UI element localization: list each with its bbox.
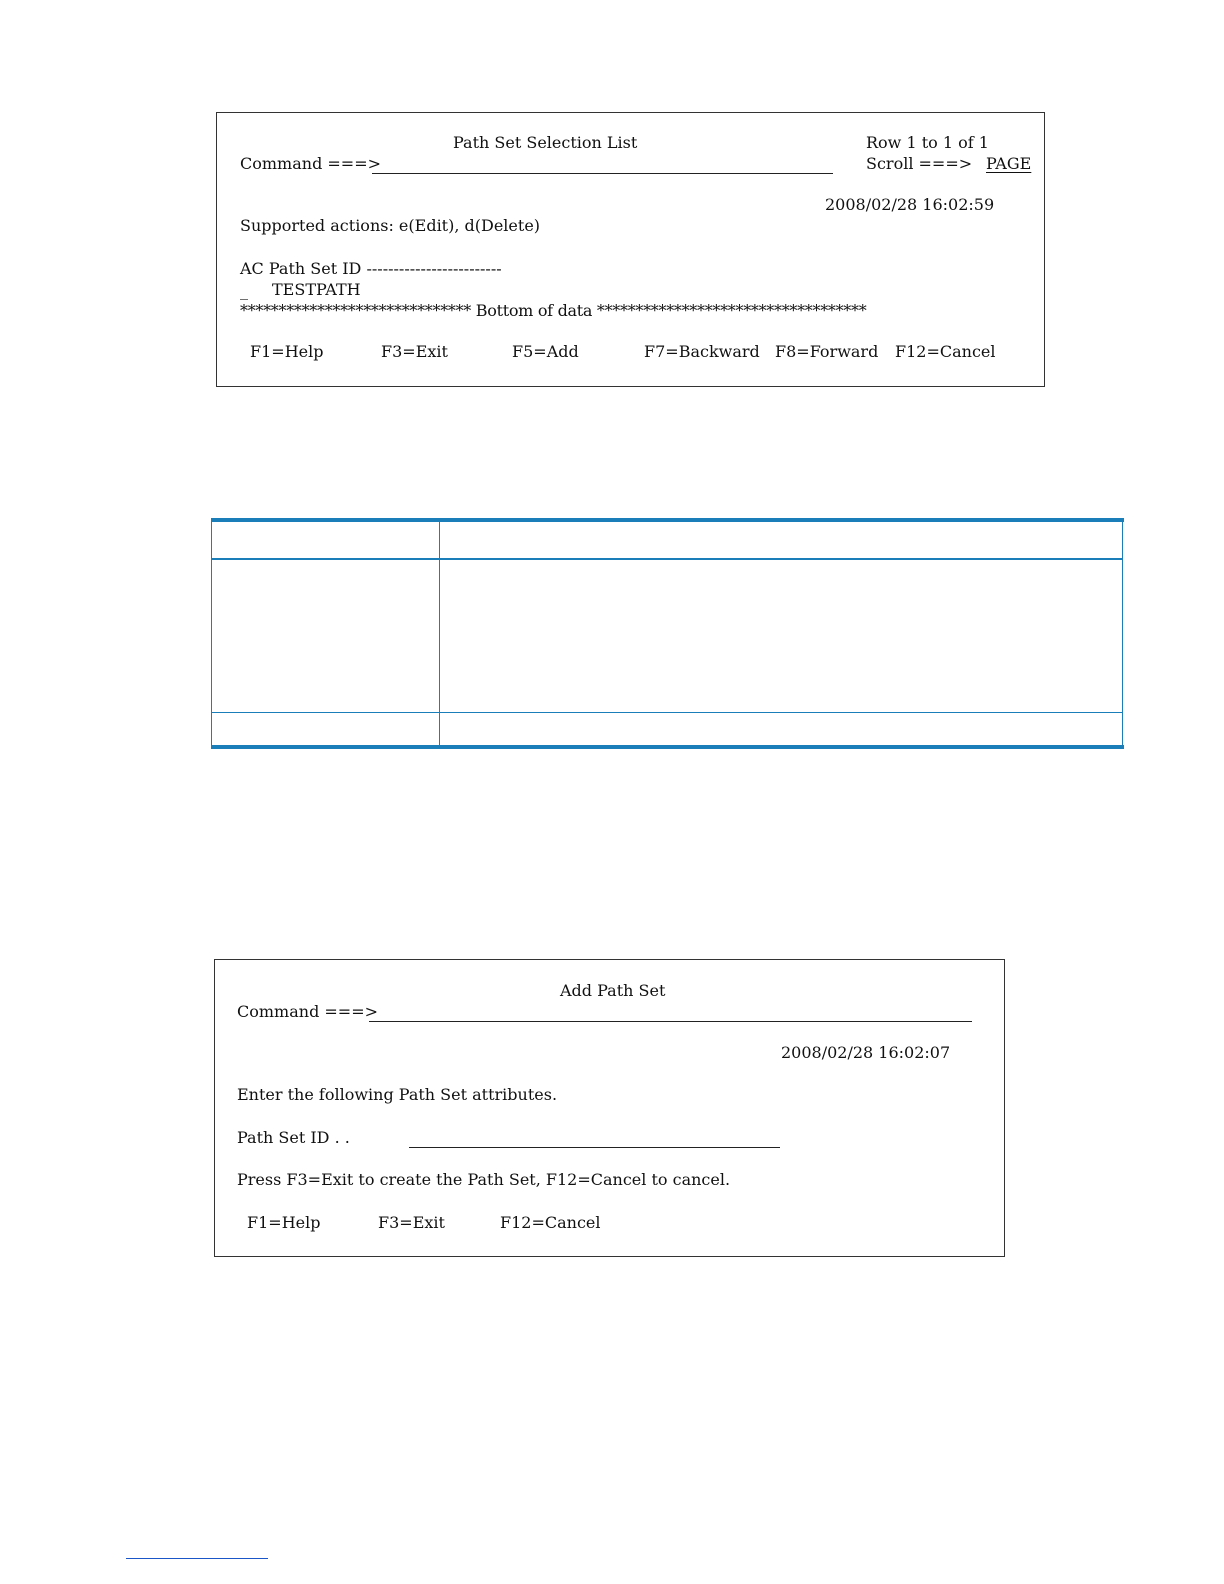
fkey-f3-exit[interactable]: F3=Exit xyxy=(378,1213,445,1232)
path-set-selection-list-panel xyxy=(216,112,1045,387)
add-path-set-panel xyxy=(214,959,1005,1257)
panel-title: Add Path Set xyxy=(560,981,666,1000)
bottom-of-data-marker: ****************************** Bottom of data *********************************** xyxy=(240,301,867,320)
timestamp: 2008/02/28 16:02:59 xyxy=(825,195,995,214)
fkey-f8-forward[interactable]: F8=Forward xyxy=(775,342,879,361)
command-label: Command ===> xyxy=(240,154,382,173)
supported-actions: Supported actions: e(Edit), d(Delete) xyxy=(240,216,541,235)
scroll-input[interactable]: PAGE xyxy=(986,154,1032,173)
panel-title: Path Set Selection List xyxy=(453,133,638,152)
table-row-divider xyxy=(211,712,1123,713)
description-table xyxy=(211,518,1124,749)
path-set-id-input[interactable] xyxy=(409,1126,780,1144)
press-instruction: Press F3=Exit to create the Path Set, F12=Cancel to cancel. xyxy=(237,1170,731,1189)
fkey-f12-cancel[interactable]: F12=Cancel xyxy=(895,342,996,361)
timestamp: 2008/02/28 16:02:07 xyxy=(781,1043,951,1062)
footer-link-rule xyxy=(126,1558,268,1559)
fkey-f12-cancel[interactable]: F12=Cancel xyxy=(500,1213,601,1232)
command-label: Command ===> xyxy=(237,1002,379,1021)
path-set-id-value: TESTPATH xyxy=(272,280,361,299)
fkey-f1-help[interactable]: F1=Help xyxy=(247,1213,321,1232)
fkey-f1-help[interactable]: F1=Help xyxy=(250,342,324,361)
action-code-input[interactable]: _ xyxy=(240,281,248,300)
command-input[interactable] xyxy=(372,152,833,170)
instruction-text: Enter the following Path Set attributes. xyxy=(237,1085,558,1104)
command-input-underline xyxy=(372,173,833,174)
path-set-id-label: Path Set ID . . xyxy=(237,1128,350,1147)
command-input[interactable] xyxy=(369,1000,972,1018)
row-info: Row 1 to 1 of 1 xyxy=(866,133,989,152)
path-set-id-underline xyxy=(409,1147,780,1148)
command-input-underline xyxy=(369,1021,972,1022)
column-header: AC Path Set ID ------------------------- xyxy=(240,259,502,278)
table-row[interactable] xyxy=(240,279,540,299)
table-header-rule xyxy=(211,558,1123,560)
scroll-label: Scroll ===> xyxy=(866,154,973,173)
fkey-f3-exit[interactable]: F3=Exit xyxy=(381,342,448,361)
fkey-f5-add[interactable]: F5=Add xyxy=(512,342,579,361)
fkey-f7-backward[interactable]: F7=Backward xyxy=(644,342,760,361)
